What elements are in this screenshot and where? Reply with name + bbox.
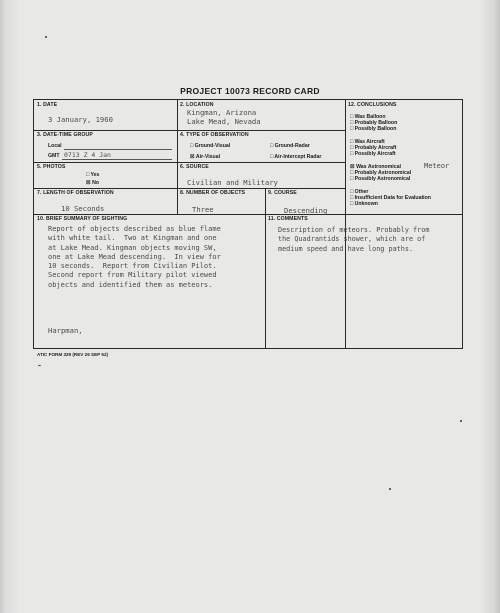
summary-label: 10. BRIEF SUMMARY OF SIGHTING [37,216,128,222]
conclusion-insufficient-data: □ Insufficient Data for Evaluation [350,195,431,201]
conclusion-possibly-aircraft: □ Possibly Aircraft [350,151,396,157]
conclusions-label: 12. CONCLUSIONS [348,102,397,108]
gmt-value: 0713 Z 4 Jan [64,151,111,159]
number-of-objects-label: 8. NUMBER OF OBJECTS [180,190,246,196]
option-ground-visual: □ Ground-Visual [190,143,231,149]
type-of-observation-label: 4. TYPE OF OBSERVATION [180,132,249,138]
conclusion-possibly-balloon: □ Possibly Balloon [350,126,397,132]
form-footer: ATIC FORM 329 (REV 26 SEP 52) [37,352,109,357]
comments-label: 11. COMMENTS [268,216,308,222]
conclusion-was-astronomical: ☒ Was Astronomical [350,164,401,170]
option-air-intercept-radar: □ Air-Intercept Radar [270,154,322,160]
conclusion-was-balloon: □ Was Balloon [350,114,386,120]
date-label: 1. DATE [37,102,58,108]
local-line [64,149,172,150]
conclusion-was-aircraft: □ Was Aircraft [350,139,385,145]
source-label: 6. SOURCE [180,164,209,170]
photos-yes: □ Yes [86,172,100,178]
length-value: 10 Seconds [61,204,105,213]
scan-speck [45,36,47,38]
summary-signature: Harpman, [48,326,83,335]
source-value: Civilian and Military [187,178,278,187]
gmt-label: GMT [48,153,60,159]
course-label: 9. COURSE [268,190,297,196]
option-ground-radar: □ Ground-Radar [270,143,310,149]
length-label: 7. LENGTH OF OBSERVATION [37,190,114,196]
location-line2: Lake Mead, Nevada [187,117,261,126]
conclusion-unknown: □ Unknown [350,201,378,207]
location-line1: Kingman, Arizona [187,108,257,117]
scan-speck [38,365,41,366]
card-title: PROJECT 10073 RECORD CARD [180,86,320,96]
summary-text: Report of objects described as blue flame with white tail. Two at Kingman and one at Lake Mead. Kingman objects moving SW, one at Lake Mead descending. In view for 10 seconds. Report from Civilian Pilot. Second report from Military pilot viewed objects and identified them as meteors. [48,225,221,289]
conclusion-probably-aircraft: □ Probably Aircraft [350,145,397,151]
record-card [33,99,463,349]
number-of-objects-value: Three [192,205,214,214]
scan-speck [460,420,462,422]
scan-speck [389,488,391,490]
conclusion-possibly-astronomical: □ Possibly Astronomical [350,176,411,182]
location-label: 2. LOCATION [180,102,214,108]
photos-label: 5. PHOTOS [37,164,66,170]
checked-box-icon: ☒ [190,154,195,160]
conclusion-other: □ Other [350,189,369,195]
dtg-label: 3. DATE-TIME GROUP [37,132,93,138]
date-value: 3 January, 1960 [48,115,113,124]
option-air-visual: ☒ Air-Visual [190,154,221,160]
gmt-line [62,159,172,160]
course-value: Descending [284,206,328,215]
photos-no: ☒ No [86,180,100,186]
conclusion-probably-balloon: □ Probably Balloon [350,120,398,126]
comments-text: Description of meteors. Probably from the Quadrantids shower, which are of medium speed and have long paths. [278,226,430,253]
conclusion-probably-astronomical: □ Probably Astronomical [350,170,412,176]
local-label: Local [48,143,62,149]
conclusion-handwritten-meteor: Meteor [424,162,450,170]
